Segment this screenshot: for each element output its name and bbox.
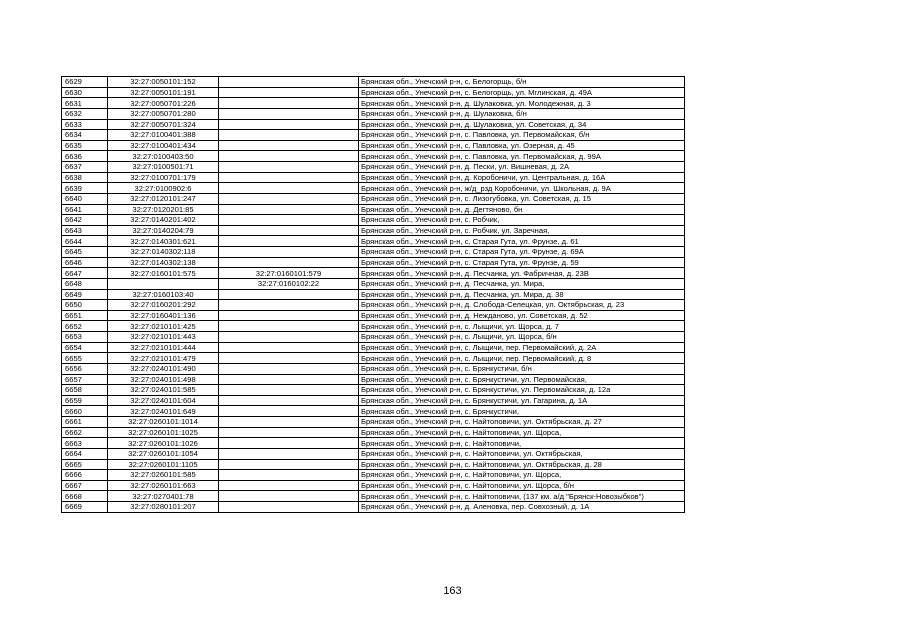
secondary-cadastral-number-cell bbox=[219, 225, 359, 236]
address-cell: Брянская обл., Унечский р-н, д. Коробоничи, ул. Центральная, д. 16А bbox=[359, 172, 685, 183]
table-row bbox=[62, 332, 685, 343]
cadastral-number-cell: 32:27:0100401:388 bbox=[108, 130, 219, 141]
table-row bbox=[62, 247, 685, 258]
address-cell: Брянская обл., Унечский р-н, с. Найтоповичи, ул. Щорса, bbox=[359, 470, 685, 481]
table-row bbox=[62, 406, 685, 417]
cadastral-number-cell: 32:27:0140302:118 bbox=[108, 247, 219, 258]
secondary-cadastral-number-cell: 32:27:0160102:22 bbox=[219, 278, 359, 289]
table-row bbox=[62, 108, 685, 119]
row-number-cell: 6660 bbox=[62, 406, 108, 417]
table-row bbox=[62, 491, 685, 502]
cadastral-number-cell: 32:27:0140204:79 bbox=[108, 225, 219, 236]
cadastral-number-cell: 32:27:0160103:40 bbox=[108, 289, 219, 300]
address-cell: Брянская обл., Унечский р-н, с. Павловка, ул. Первомайская, б/н bbox=[359, 130, 685, 141]
row-number-cell: 6662 bbox=[62, 427, 108, 438]
cadastral-number-cell: 32:27:0160201:292 bbox=[108, 300, 219, 311]
secondary-cadastral-number-cell bbox=[219, 289, 359, 300]
cadastral-number-cell: 32:27:0050101:191 bbox=[108, 87, 219, 98]
secondary-cadastral-number-cell bbox=[219, 353, 359, 364]
address-cell: Брянская обл., Унечский р-н, д. Шулаковка, б/н bbox=[359, 108, 685, 119]
table-row bbox=[62, 395, 685, 406]
secondary-cadastral-number-cell: 32:27:0160101:579 bbox=[219, 268, 359, 279]
address-cell: Брянская обл., Унечский р-н, с. Белогорщь, б/н bbox=[359, 77, 685, 88]
row-number-cell: 6664 bbox=[62, 448, 108, 459]
secondary-cadastral-number-cell bbox=[219, 257, 359, 268]
address-cell: Брянская обл., Унечский р-н, д. Песчанка, ул. Мира, д. 38 bbox=[359, 289, 685, 300]
table-row bbox=[62, 363, 685, 374]
secondary-cadastral-number-cell bbox=[219, 140, 359, 151]
row-number-cell: 6666 bbox=[62, 470, 108, 481]
table-row bbox=[62, 77, 685, 88]
secondary-cadastral-number-cell bbox=[219, 342, 359, 353]
address-cell: Брянская обл., Унечский р-н, ж/д_рзд Коробоничи, ул. Школьная, д. 9А bbox=[359, 183, 685, 194]
address-cell: Брянская обл., Унечский р-н, с. Лыщичи, ул. Щорса, б/н bbox=[359, 332, 685, 343]
address-cell: Брянская обл., Унечский р-н, д. Аленовка, пер. Совхозный, д. 1А bbox=[359, 502, 685, 513]
address-cell: Брянская обл., Унечский р-н, с. Павловка, ул. Озерная, д. 45 bbox=[359, 140, 685, 151]
address-cell: Брянская обл., Унечский р-н, с. Брянкустичи, ул. Первомайская, bbox=[359, 374, 685, 385]
row-number-cell: 6651 bbox=[62, 310, 108, 321]
address-cell: Брянская обл., Унечский р-н, с. Лыщичи, ул. Щорса, д. 7 bbox=[359, 321, 685, 332]
row-number-cell: 6639 bbox=[62, 183, 108, 194]
address-cell: Брянская обл., Унечский р-н, с. Найтоповичи, (137 км. а/д "Брянск-Новозыбков") bbox=[359, 491, 685, 502]
row-number-cell: 6643 bbox=[62, 225, 108, 236]
secondary-cadastral-number-cell bbox=[219, 321, 359, 332]
row-number-cell: 6640 bbox=[62, 193, 108, 204]
cadastral-number-cell: 32:27:0050701:280 bbox=[108, 108, 219, 119]
cadastral-number-cell: 32:27:0260101:585 bbox=[108, 470, 219, 481]
secondary-cadastral-number-cell bbox=[219, 108, 359, 119]
secondary-cadastral-number-cell bbox=[219, 162, 359, 173]
address-cell: Брянская обл., Унечский р-н, с. Брянкустичи, ул. Гагарина, д. 1А bbox=[359, 395, 685, 406]
address-cell: Брянская обл., Унечский р-н, с. Найтоповичи, ул. Щорса, б/н bbox=[359, 480, 685, 491]
table-row bbox=[62, 374, 685, 385]
row-number-cell: 6648 bbox=[62, 278, 108, 289]
address-cell: Брянская обл., Унечский р-н, с. Белогорщь, ул. Мглинская, д. 49А bbox=[359, 87, 685, 98]
cadastral-number-cell: 32:27:0160401:136 bbox=[108, 310, 219, 321]
secondary-cadastral-number-cell bbox=[219, 193, 359, 204]
row-number-cell: 6667 bbox=[62, 480, 108, 491]
row-number-cell: 6649 bbox=[62, 289, 108, 300]
row-number-cell: 6641 bbox=[62, 204, 108, 215]
table-row bbox=[62, 342, 685, 353]
row-number-cell: 6644 bbox=[62, 236, 108, 247]
cadastral-number-cell: 32:27:0140201:402 bbox=[108, 215, 219, 226]
row-number-cell: 6633 bbox=[62, 119, 108, 130]
secondary-cadastral-number-cell bbox=[219, 236, 359, 247]
table-row bbox=[62, 300, 685, 311]
cadastral-number-cell: 32:27:0210101:479 bbox=[108, 353, 219, 364]
cadastral-number-cell: 32:27:0240101:604 bbox=[108, 395, 219, 406]
secondary-cadastral-number-cell bbox=[219, 406, 359, 417]
table-row bbox=[62, 87, 685, 98]
cadastral-number-cell: 32:27:0210101:444 bbox=[108, 342, 219, 353]
row-number-cell: 6668 bbox=[62, 491, 108, 502]
address-cell: Брянская обл., Унечский р-н, с. Найтоповичи, ул. Октябрьская, bbox=[359, 448, 685, 459]
cadastral-number-cell: 32:27:0240101:490 bbox=[108, 363, 219, 374]
address-cell: Брянская обл., Унечский р-н, д. Песчанка, ул. Мира, bbox=[359, 278, 685, 289]
secondary-cadastral-number-cell bbox=[219, 374, 359, 385]
address-cell: Брянская обл., Унечский р-н, с. Лизогубовка, ул. Советская, д. 15 bbox=[359, 193, 685, 204]
cadastral-number-cell: 32:27:0120101:247 bbox=[108, 193, 219, 204]
cadastral-number-cell: 32:27:0140302:138 bbox=[108, 257, 219, 268]
row-number-cell: 6665 bbox=[62, 459, 108, 470]
address-cell: Брянская обл., Унечский р-н, с. Найтоповичи, ул. Щорса, bbox=[359, 427, 685, 438]
address-cell: Брянская обл., Унечский р-н, с. Найтоповичи, ул. Октябрьская, д. 27 bbox=[359, 417, 685, 428]
cadastral-number-cell: 32:27:0280101:207 bbox=[108, 502, 219, 513]
table-row bbox=[62, 183, 685, 194]
row-number-cell: 6654 bbox=[62, 342, 108, 353]
table-row bbox=[62, 268, 685, 279]
address-cell: Брянская обл., Унечский р-н, д. Шулаковка, ул. Советская, д. 34 bbox=[359, 119, 685, 130]
table-row bbox=[62, 321, 685, 332]
address-cell: Брянская обл., Унечский р-н, д. Неждановo, ул. Советская, д. 52 bbox=[359, 310, 685, 321]
secondary-cadastral-number-cell bbox=[219, 130, 359, 141]
cadastral-number-cell: 32:27:0160101:575 bbox=[108, 268, 219, 279]
secondary-cadastral-number-cell bbox=[219, 438, 359, 449]
secondary-cadastral-number-cell bbox=[219, 183, 359, 194]
cadastral-number-cell: 32:27:0100701:179 bbox=[108, 172, 219, 183]
table-row bbox=[62, 119, 685, 130]
row-number-cell: 6656 bbox=[62, 363, 108, 374]
row-number-cell: 6650 bbox=[62, 300, 108, 311]
secondary-cadastral-number-cell bbox=[219, 310, 359, 321]
address-cell: Брянская обл., Унечский р-н, с. Павловка, ул. Первомайская, д. 99А bbox=[359, 151, 685, 162]
table-row bbox=[62, 236, 685, 247]
address-cell: Брянская обл., Унечский р-н, с. Старая Гута, ул. Фрунзе, д. 69А bbox=[359, 247, 685, 258]
cadastral-number-cell: 32:27:0260101:1026 bbox=[108, 438, 219, 449]
cadastral-number-cell: 32:27:0050701:324 bbox=[108, 119, 219, 130]
table-row bbox=[62, 427, 685, 438]
row-number-cell: 6635 bbox=[62, 140, 108, 151]
row-number-cell: 6642 bbox=[62, 215, 108, 226]
address-cell: Брянская обл., Унечский р-н, с. Брянкустичи, ул. Первомайская, д. 12а bbox=[359, 385, 685, 396]
cadastral-number-cell: 32:27:0100401:434 bbox=[108, 140, 219, 151]
row-number-cell: 6661 bbox=[62, 417, 108, 428]
cadastral-number-cell: 32:27:0260101:1105 bbox=[108, 459, 219, 470]
secondary-cadastral-number-cell bbox=[219, 98, 359, 109]
row-number-cell: 6634 bbox=[62, 130, 108, 141]
row-number-cell: 6657 bbox=[62, 374, 108, 385]
table-row bbox=[62, 162, 685, 173]
secondary-cadastral-number-cell bbox=[219, 480, 359, 491]
address-cell: Брянская обл., Унечский р-н, д. Песчанка, ул. Фабричная, д. 23В bbox=[359, 268, 685, 279]
cadastral-number-cell: 32:27:0210101:443 bbox=[108, 332, 219, 343]
cadastral-number-cell: 32:27:0260101:1014 bbox=[108, 417, 219, 428]
row-number-cell: 6658 bbox=[62, 385, 108, 396]
table-row bbox=[62, 459, 685, 470]
address-cell: Брянская обл., Унечский р-н, с. Лыщичи, пер. Первомайский, д. 2А bbox=[359, 342, 685, 353]
secondary-cadastral-number-cell bbox=[219, 417, 359, 428]
table-row bbox=[62, 98, 685, 109]
secondary-cadastral-number-cell bbox=[219, 332, 359, 343]
cadastral-number-cell: 32:27:0240101:649 bbox=[108, 406, 219, 417]
row-number-cell: 6663 bbox=[62, 438, 108, 449]
registry-table-body bbox=[62, 77, 685, 513]
table-row bbox=[62, 193, 685, 204]
address-cell: Брянская обл., Унечский р-н, д. Слобода-Селецкая, ул. Октябрьская, д. 23 bbox=[359, 300, 685, 311]
secondary-cadastral-number-cell bbox=[219, 77, 359, 88]
table-row bbox=[62, 225, 685, 236]
cadastral-number-cell bbox=[108, 278, 219, 289]
registry-table bbox=[61, 76, 685, 513]
secondary-cadastral-number-cell bbox=[219, 385, 359, 396]
cadastral-number-cell: 32:27:0140301:621 bbox=[108, 236, 219, 247]
table-row bbox=[62, 172, 685, 183]
address-cell: Брянская обл., Унечский р-н, с. Робчик, ул. Заречная, bbox=[359, 225, 685, 236]
page-number: 163 bbox=[443, 585, 462, 597]
row-number-cell: 6632 bbox=[62, 108, 108, 119]
secondary-cadastral-number-cell bbox=[219, 363, 359, 374]
cadastral-number-cell: 32:27:0260101:1054 bbox=[108, 448, 219, 459]
secondary-cadastral-number-cell bbox=[219, 470, 359, 481]
table-row bbox=[62, 151, 685, 162]
cadastral-number-cell: 32:27:0100501:71 bbox=[108, 162, 219, 173]
address-cell: Брянская обл., Унечский р-н, с. Старая Гута, ул. Фрунзе, д. 59 bbox=[359, 257, 685, 268]
table-row bbox=[62, 448, 685, 459]
address-cell: Брянская обл., Унечский р-н, д. Шулаковка, ул. Молодежная, д. 3 bbox=[359, 98, 685, 109]
row-number-cell: 6638 bbox=[62, 172, 108, 183]
secondary-cadastral-number-cell bbox=[219, 247, 359, 258]
table-row bbox=[62, 278, 685, 289]
address-cell: Брянская обл., Унечский р-н, с. Найтоповичи, bbox=[359, 438, 685, 449]
secondary-cadastral-number-cell bbox=[219, 151, 359, 162]
table-row bbox=[62, 417, 685, 428]
row-number-cell: 6655 bbox=[62, 353, 108, 364]
secondary-cadastral-number-cell bbox=[219, 172, 359, 183]
secondary-cadastral-number-cell bbox=[219, 395, 359, 406]
row-number-cell: 6646 bbox=[62, 257, 108, 268]
secondary-cadastral-number-cell bbox=[219, 119, 359, 130]
cadastral-number-cell: 32:27:0260101:1025 bbox=[108, 427, 219, 438]
cadastral-number-cell: 32:27:0260101:663 bbox=[108, 480, 219, 491]
secondary-cadastral-number-cell bbox=[219, 427, 359, 438]
table-row bbox=[62, 215, 685, 226]
row-number-cell: 6631 bbox=[62, 98, 108, 109]
row-number-cell: 6629 bbox=[62, 77, 108, 88]
cadastral-number-cell: 32:27:0100403:50 bbox=[108, 151, 219, 162]
secondary-cadastral-number-cell bbox=[219, 87, 359, 98]
secondary-cadastral-number-cell bbox=[219, 491, 359, 502]
row-number-cell: 6669 bbox=[62, 502, 108, 513]
table-row bbox=[62, 353, 685, 364]
address-cell: Брянская обл., Унечский р-н, с. Брянкустичи, б/н bbox=[359, 363, 685, 374]
cadastral-number-cell: 32:27:0050701:226 bbox=[108, 98, 219, 109]
table-row bbox=[62, 385, 685, 396]
address-cell: Брянская обл., Унечский р-н, с. Робчик, bbox=[359, 215, 685, 226]
row-number-cell: 6647 bbox=[62, 268, 108, 279]
secondary-cadastral-number-cell bbox=[219, 204, 359, 215]
table-row bbox=[62, 438, 685, 449]
secondary-cadastral-number-cell bbox=[219, 502, 359, 513]
address-cell: Брянская обл., Унечский р-н, д. Пески, ул. Вишневая, д. 2А bbox=[359, 162, 685, 173]
table-row bbox=[62, 480, 685, 491]
secondary-cadastral-number-cell bbox=[219, 300, 359, 311]
cadastral-number-cell: 32:27:0120201:85 bbox=[108, 204, 219, 215]
cadastral-number-cell: 32:27:0100902:6 bbox=[108, 183, 219, 194]
table-row bbox=[62, 310, 685, 321]
row-number-cell: 6636 bbox=[62, 151, 108, 162]
address-cell: Брянская обл., Унечский р-н, с. Лыщичи, пер. Первомайский, д. 8 bbox=[359, 353, 685, 364]
table-row bbox=[62, 257, 685, 268]
table-row bbox=[62, 289, 685, 300]
address-cell: Брянская обл., Унечский р-н, с. Старая Гута, ул. Фрунзе, д. 61 bbox=[359, 236, 685, 247]
row-number-cell: 6630 bbox=[62, 87, 108, 98]
row-number-cell: 6652 bbox=[62, 321, 108, 332]
row-number-cell: 6645 bbox=[62, 247, 108, 258]
cadastral-number-cell: 32:27:0210101:425 bbox=[108, 321, 219, 332]
secondary-cadastral-number-cell bbox=[219, 215, 359, 226]
secondary-cadastral-number-cell bbox=[219, 448, 359, 459]
cadastral-number-cell: 32:27:0240101:585 bbox=[108, 385, 219, 396]
address-cell: Брянская обл., Унечский р-н, д. Дегтяново, бн bbox=[359, 204, 685, 215]
cadastral-number-cell: 32:27:0240101:498 bbox=[108, 374, 219, 385]
table-row bbox=[62, 204, 685, 215]
cadastral-number-cell: 32:27:0270401:78 bbox=[108, 491, 219, 502]
address-cell: Брянская обл., Унечский р-н, с. Найтоповичи, ул. Октябрьская, д. 28 bbox=[359, 459, 685, 470]
table-row bbox=[62, 502, 685, 513]
table-row bbox=[62, 470, 685, 481]
row-number-cell: 6637 bbox=[62, 162, 108, 173]
row-number-cell: 6659 bbox=[62, 395, 108, 406]
table-row bbox=[62, 130, 685, 141]
secondary-cadastral-number-cell bbox=[219, 459, 359, 470]
address-cell: Брянская обл., Унечский р-н, с. Брянкустичи, bbox=[359, 406, 685, 417]
table-row bbox=[62, 140, 685, 151]
row-number-cell: 6653 bbox=[62, 332, 108, 343]
cadastral-number-cell: 32:27:0050101:152 bbox=[108, 77, 219, 88]
